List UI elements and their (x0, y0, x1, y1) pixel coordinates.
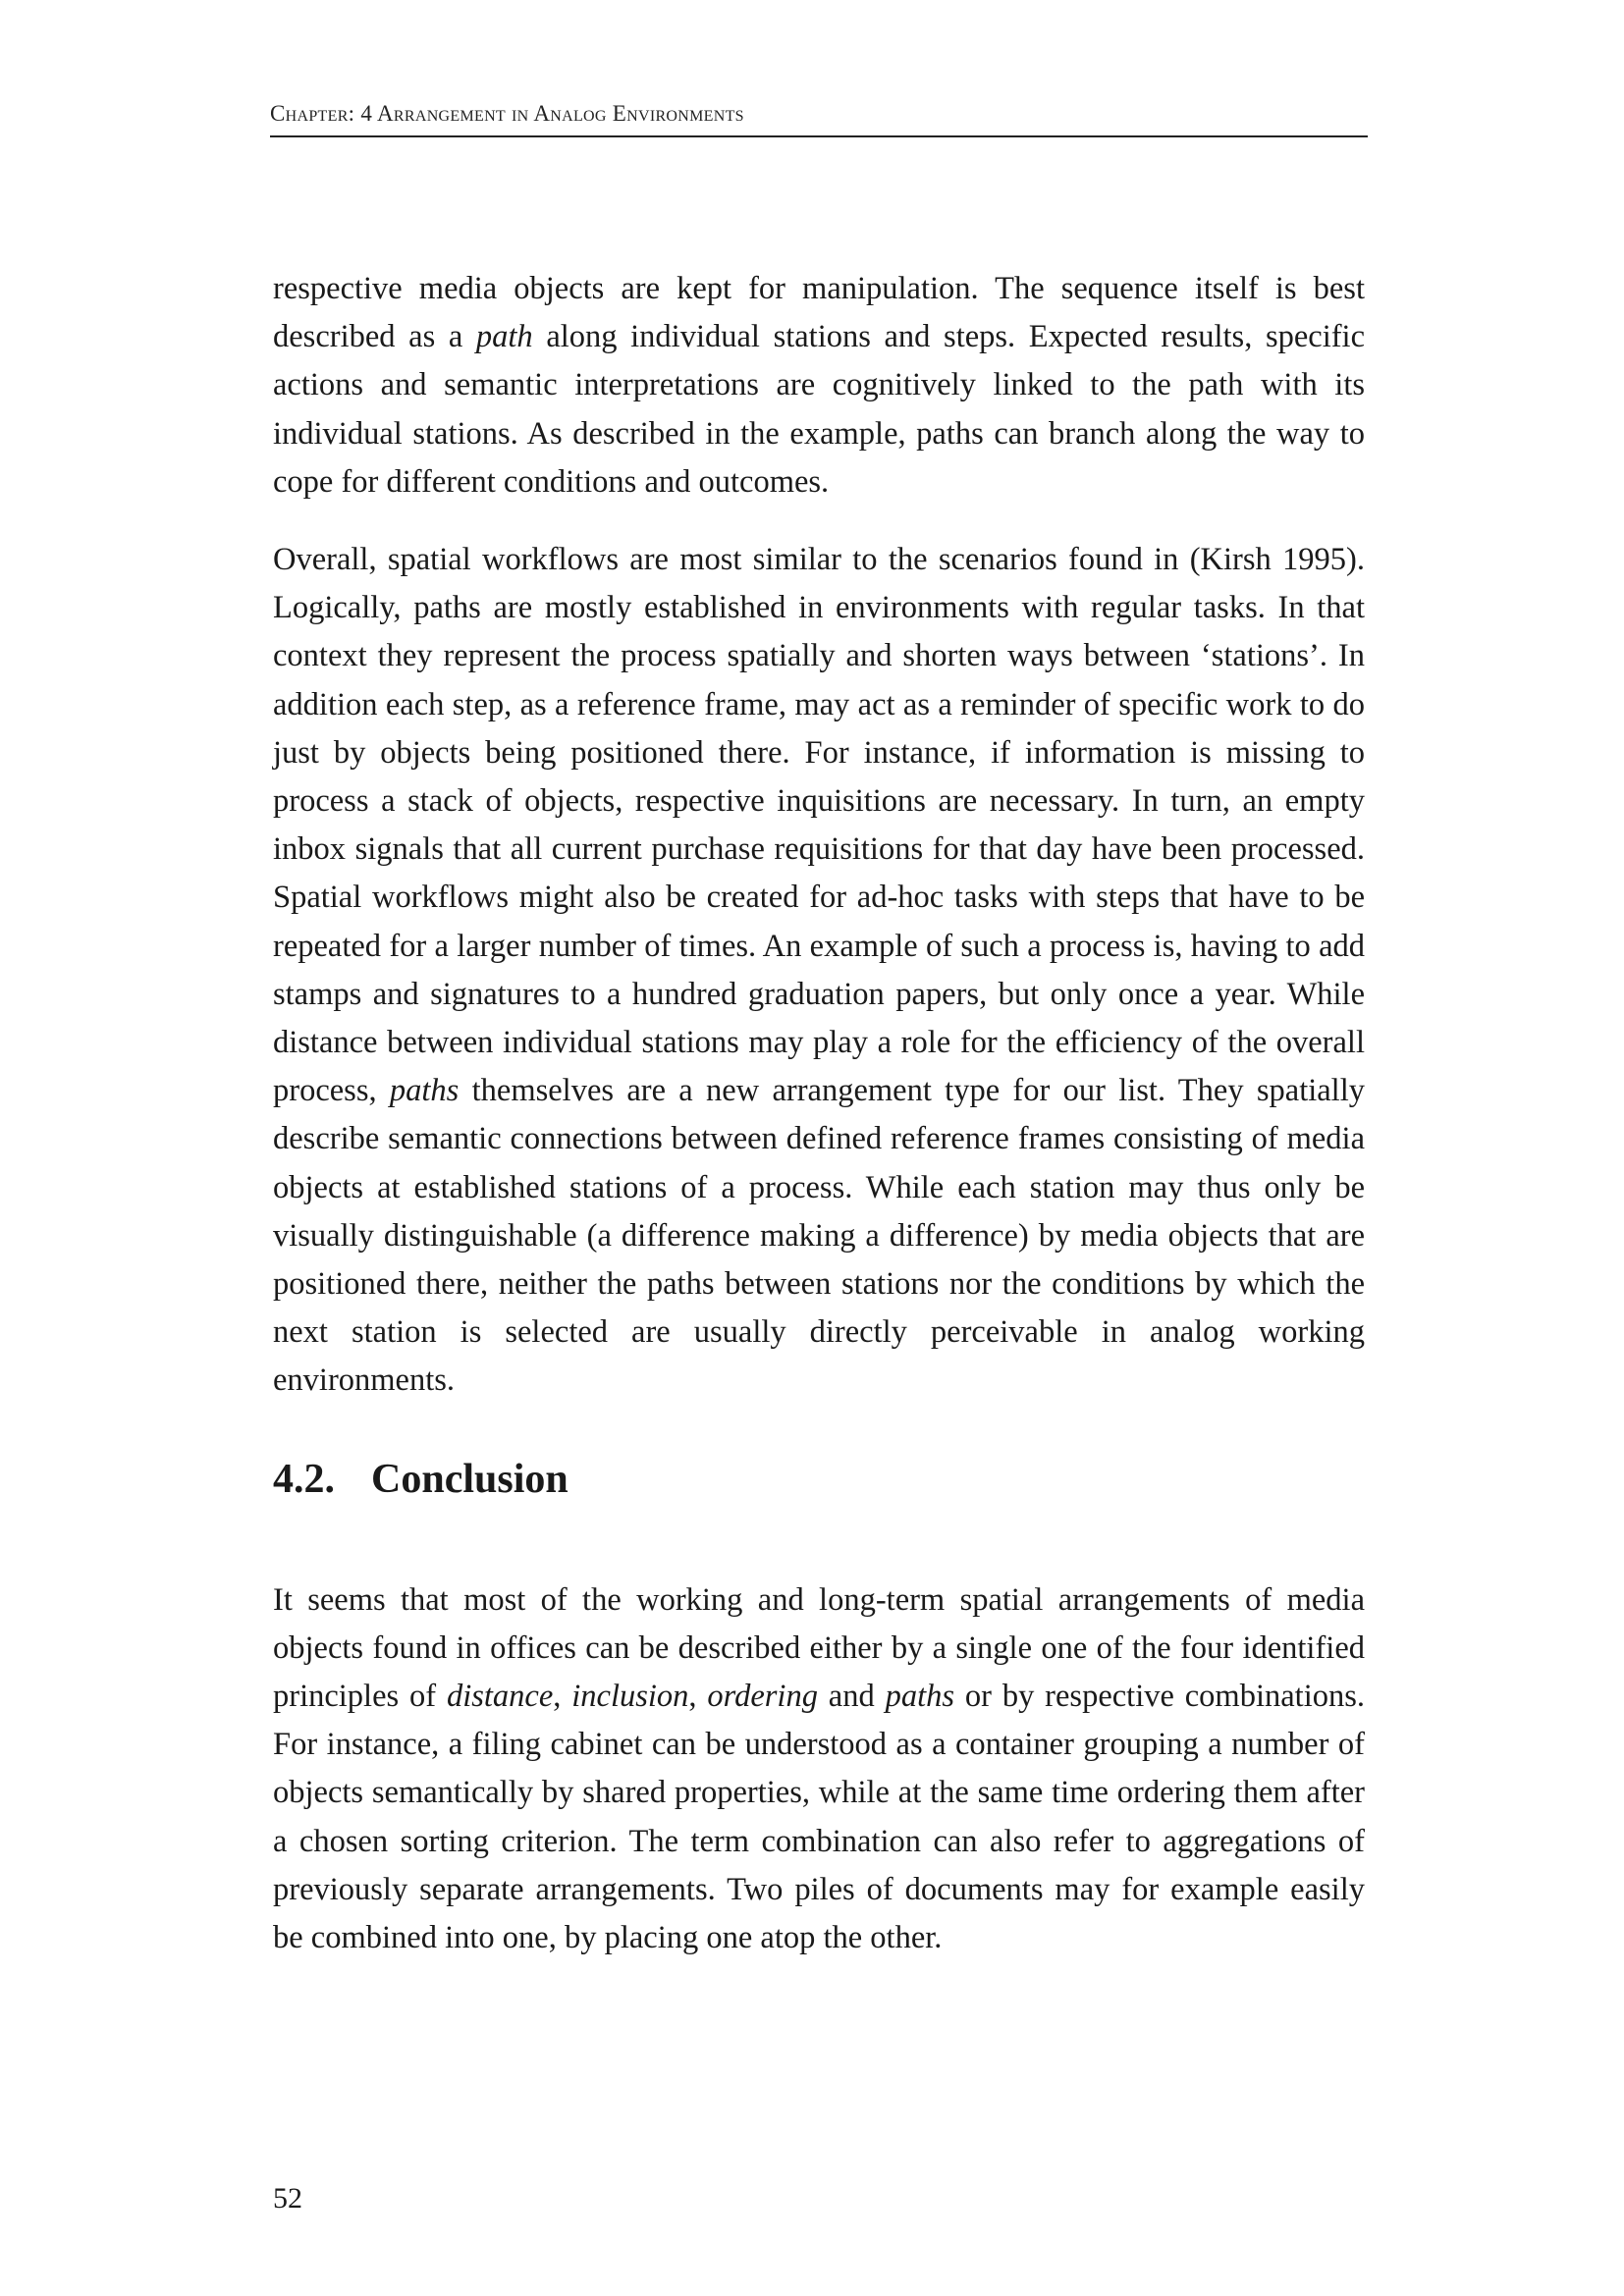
emphasis-path: path (475, 319, 533, 355)
emphasis-inclusion: inclusion (571, 1679, 689, 1715)
paragraph-conclusion (273, 1576, 1365, 1963)
paragraph-paths-description (273, 265, 1365, 507)
paragraph-text: along individual stations and steps. Expected results, specific actions and semantic interpretations are cognitively linked to the path with its individual stations. As described in the example, paths can branch along the way to cope for different conditions and outcomes. (273, 319, 1365, 500)
page-number: 52 (273, 2182, 302, 2215)
paragraph-text: or by respective combinations. For instance, a filing cabinet can be understood as a container grouping a number of objects semantically by shared properties, while at the same time ordering them after a chosen sorting criterion. The term combination can also refer to aggregations of previously separate arrangements. Two piles of documents may for example easily be combined into one, by placing one atop the other. (273, 1679, 1365, 1956)
running-header-title: Chapter: 4 Arrangement in Analog Environments (270, 101, 744, 126)
running-header (270, 98, 1368, 137)
conjunction-text: and (817, 1679, 886, 1715)
section-number: 4.2. (273, 1456, 335, 1502)
separator-text: , (553, 1679, 572, 1715)
paragraph-spatial-workflows (273, 536, 1365, 1406)
emphasis-distance: distance (446, 1679, 554, 1715)
paragraph-text: Overall, spatial workflows are most similar to the scenarios found in (Kirsh 1995). Logically, paths are mostly established in environments with regular tasks. In that context they represent the process spatially and shorten ways between ‘stations’. In addition each step, as a reference frame, may act as a reminder of specific work to do just by objects being positioned there. For instance, if information is missing to process a stack of objects, respective inquisitions are necessary. In turn, an empty inbox signals that all current purchase requisitions for that day have been processed. Spatial workflows might also be created for ad-hoc tasks with steps that have to be repeated for a larger number of times. An example of such a process is, having to add stamps and signatures to a hundred graduation papers, but only once a year. While distance between individual stations may play a role for the efficiency of the overall process, (273, 542, 1365, 1109)
emphasis-ordering: ordering (707, 1679, 818, 1715)
separator-text: , (688, 1679, 708, 1715)
page-content (273, 265, 1365, 1992)
section-heading (273, 1455, 1365, 1504)
paragraph-text: themselves are a new arrangement type for our list. They spatially describe semantic connections between defined reference frames consisting of media objects at established stations of a process. While each station may thus only be visually distinguishable (a difference making a difference) by media objects that are positioned there, neither the paths between stations nor the conditions by which the next station is selected are usually directly perceivable in analog working environments. (273, 1073, 1365, 1399)
paragraph-text: respective media objects are kept for manipulation. The sequence itself is best described as a (273, 271, 1365, 355)
emphasis-paths: paths (389, 1073, 460, 1109)
emphasis-paths: paths (885, 1679, 955, 1715)
section-title: Conclusion (371, 1456, 568, 1502)
paragraph-text: It seems that most of the working and long-term spatial arrangements of media objects found in offices can be described either by a single one of the four identified principles of (273, 1581, 1365, 1715)
